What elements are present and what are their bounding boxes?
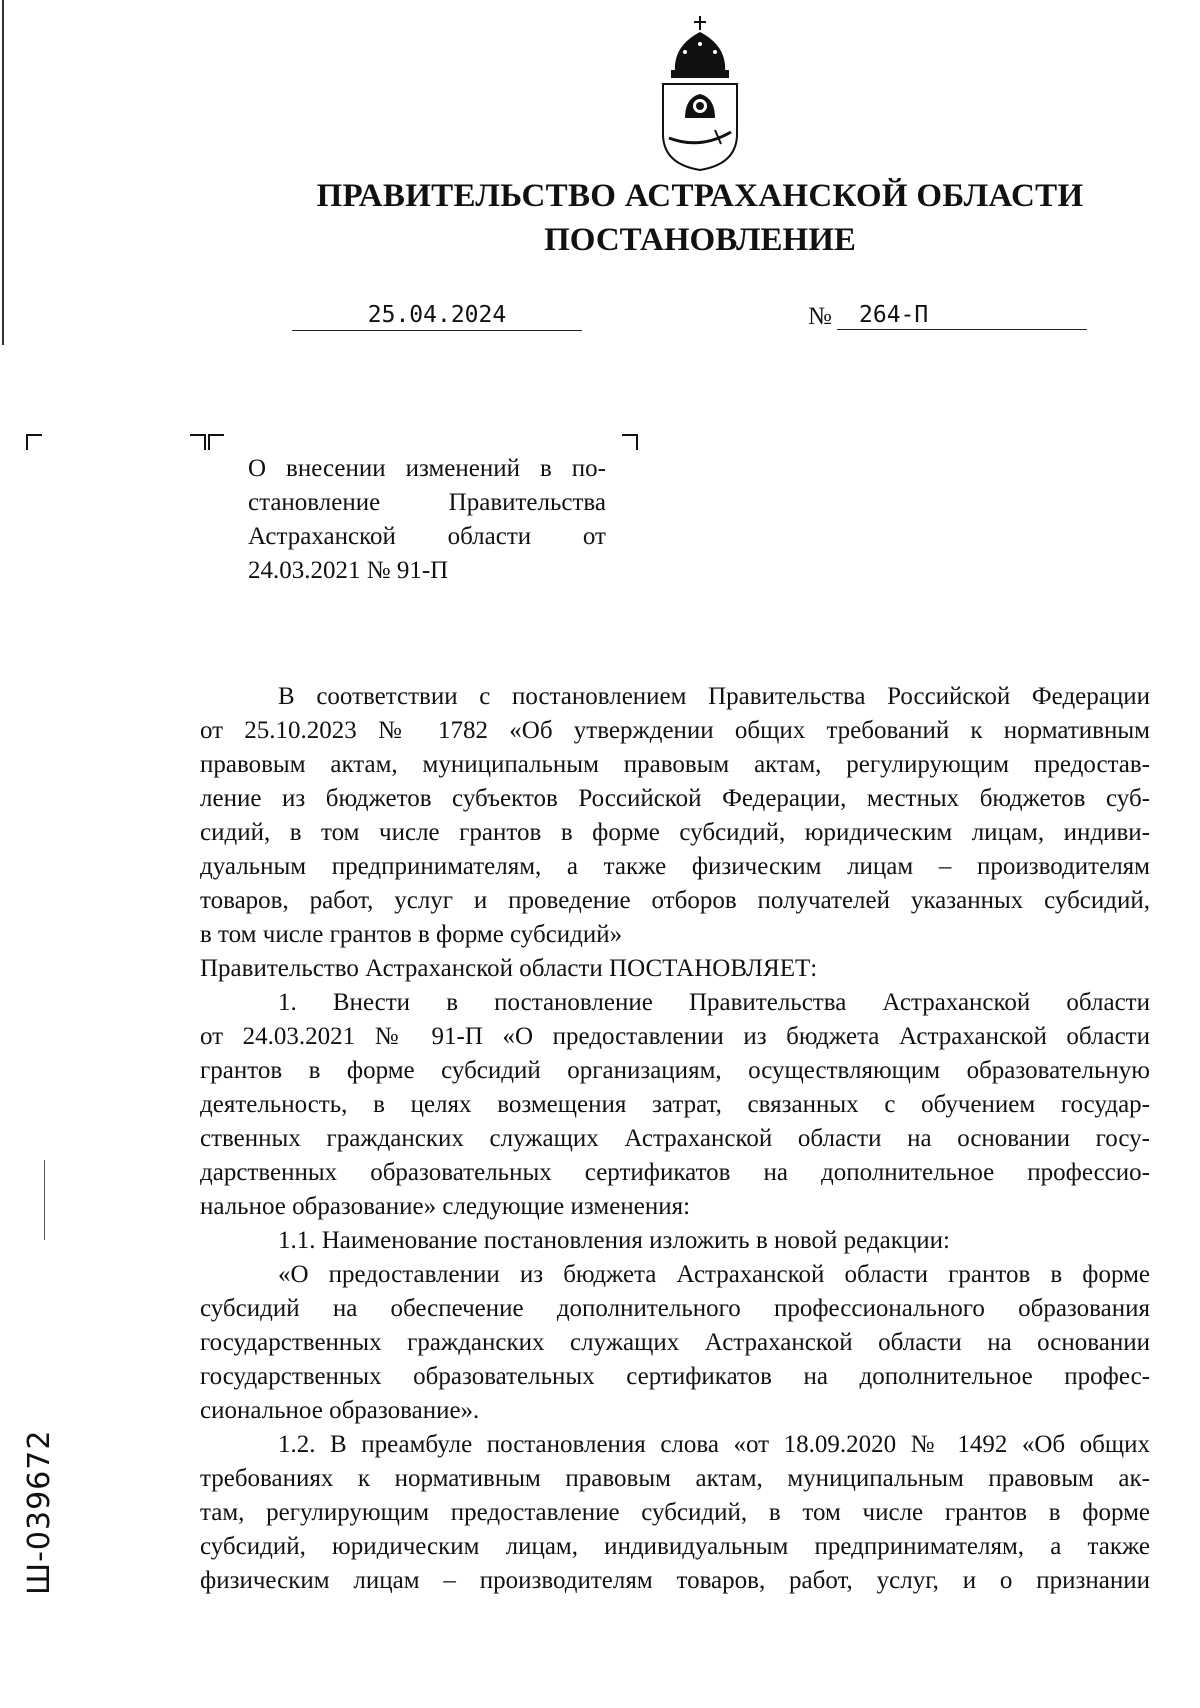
body-line: в том числе грантов в форме субсидий» xyxy=(200,921,623,948)
body-line: В соответствии с постановлением Правительства Российской Федерации xyxy=(278,683,1150,710)
document-number: 264-П xyxy=(837,300,1087,330)
body-line: ственных гражданских служащих Астраханской области на основании госу- xyxy=(200,1125,1150,1152)
government-title: ПРАВИТЕЛЬСТВО АСТРАХАНСКОЙ ОБЛАСТИ xyxy=(316,178,1084,214)
document-date: 25.04.2024 xyxy=(292,300,582,331)
body-line: нальное образование» следующие изменения: xyxy=(200,1193,691,1220)
corner-bracket-mid-right xyxy=(190,434,206,450)
body-line: дарственных образовательных сертификатов на дополнительное профессио- xyxy=(200,1159,1150,1186)
body-line: государственных гражданских служащих Астраханской области на основании xyxy=(200,1329,1150,1356)
body-line: физическим лицам – производителям товаров, работ, услуг, и о признании xyxy=(200,1567,1150,1594)
document-type: ПОСТАНОВЛЕНИЕ xyxy=(544,222,856,258)
body-line: требованиях к нормативным правовым актам, муниципальным правовым ак- xyxy=(200,1465,1150,1492)
subject-line: Астраханской области от xyxy=(248,523,606,550)
body-line: «О предоставлении из бюджета Астраханской области грантов в форме xyxy=(278,1261,1150,1288)
subject-line: 24.03.2021 № 91-П xyxy=(248,557,449,584)
body-line: сидий, в том числе грантов в форме субсидий, юридическим лицам, индиви- xyxy=(200,819,1150,846)
body-line: субсидий, юридическим лицам, индивидуальным предпринимателям, а также xyxy=(200,1533,1150,1560)
document-body xyxy=(200,680,1150,1598)
body-line: от 25.10.2023 № 1782 «Об утверждении общих требований к нормативным xyxy=(200,717,1150,744)
body-line: государственных образовательных сертификатов на дополнительное профес- xyxy=(200,1363,1150,1390)
document-subject xyxy=(248,452,606,588)
body-line: сиональное образование». xyxy=(200,1397,480,1424)
body-line: Правительство Астраханской области ПОСТАНОВЛЯЕТ: xyxy=(200,955,818,982)
body-line: правовым актам, муниципальным правовым актам, регулирующим предостав- xyxy=(200,751,1150,778)
serial-number-mark: Ш-039672 xyxy=(22,1429,57,1595)
body-line: товаров, работ, услуг и проведение отборов получателей указанных субсидий, xyxy=(200,887,1150,914)
left-margin-line xyxy=(2,0,4,345)
coat-of-arms-icon xyxy=(655,14,745,174)
corner-bracket-mid-left xyxy=(208,434,224,450)
body-line: дуальным предпринимателям, а также физическим лицам – производителям xyxy=(200,853,1150,880)
corner-bracket-left xyxy=(26,434,42,450)
body-line: 1.1. Наименование постановления изложить в новой редакции: xyxy=(278,1227,950,1254)
body-line: деятельность, в целях возмещения затрат, связанных с обучением государ- xyxy=(200,1091,1150,1118)
body-line: 1. Внести в постановление Правительства Астраханской области xyxy=(278,989,1150,1016)
body-line: ление из бюджетов субъектов Российской Федерации, местных бюджетов суб- xyxy=(200,785,1150,812)
subject-line: становление Правительства xyxy=(248,489,606,516)
body-line: грантов в форме субсидий организациям, осуществляющим образовательную xyxy=(200,1057,1150,1084)
body-line: от 24.03.2021 № 91-П «О предоставлении из бюджета Астраханской области xyxy=(200,1023,1150,1050)
scan-mark-line xyxy=(44,1160,45,1240)
subject-line: О внесении изменений в по- xyxy=(248,455,606,482)
number-label: № xyxy=(808,303,832,330)
corner-bracket-right xyxy=(622,434,638,450)
body-line: там, регулирующим предоставление субсидий, в том числе грантов в форме xyxy=(200,1499,1150,1526)
body-line: 1.2. В преамбуле постановления слова «от 18.09.2020 № 1492 «Об общих xyxy=(278,1431,1150,1458)
body-line: субсидий на обеспечение дополнительного профессионального образования xyxy=(200,1295,1150,1322)
